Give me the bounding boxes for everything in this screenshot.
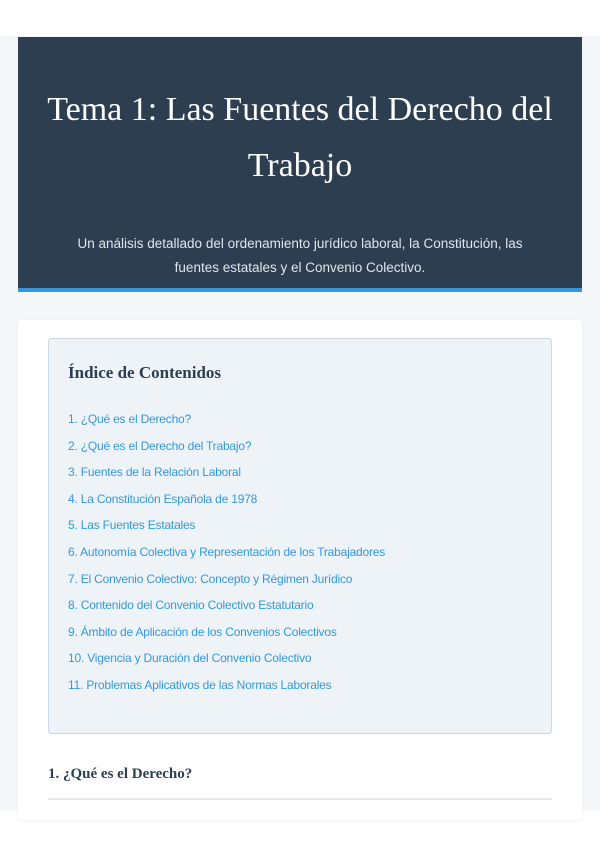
toc-link[interactable]: 8. Contenido del Convenio Colectivo Estatutario xyxy=(68,598,314,613)
page-subtitle: Un análisis detallado del ordenamiento jurídico laboral, la Constitución, las fuentes estatales y el Convenio Colectivo. xyxy=(77,236,523,275)
toc-item xyxy=(68,517,385,544)
toc-item xyxy=(68,411,385,438)
section-heading: 1. ¿Qué es el Derecho? xyxy=(48,766,193,782)
toc-link[interactable]: 2. ¿Qué es el Derecho del Trabajo? xyxy=(68,438,252,453)
toc-item xyxy=(68,544,385,571)
toc-heading: Índice de Contenidos xyxy=(68,363,222,382)
toc-link[interactable]: 4. La Constitución Española de 1978 xyxy=(68,491,258,506)
toc-link[interactable]: 7. El Convenio Colectivo: Concepto y Régimen Jurídico xyxy=(68,571,353,586)
toc-link[interactable]: 11. Problemas Aplicativos de las Normas Laborales xyxy=(68,677,332,692)
table-of-contents xyxy=(48,338,552,734)
page-title: Tema 1: Las Fuentes del Derecho del Trabajo xyxy=(47,91,553,184)
toc-link[interactable]: 5. Las Fuentes Estatales xyxy=(68,518,196,533)
toc-link[interactable]: 1. ¿Qué es el Derecho? xyxy=(68,412,192,426)
toc-item xyxy=(68,438,385,465)
toc-list xyxy=(68,411,385,704)
content-card xyxy=(18,320,582,820)
toc-item xyxy=(68,571,385,598)
toc-link[interactable]: 10. Vigencia y Duración del Convenio Colectivo xyxy=(68,651,312,666)
toc-link[interactable]: 6. Autonomía Colectiva y Representación de los Trabajadores xyxy=(68,544,386,559)
toc-link[interactable]: 3. Fuentes de la Relación Laboral xyxy=(68,465,241,480)
toc-item xyxy=(68,464,385,491)
toc-item xyxy=(68,491,385,518)
toc-item xyxy=(68,624,385,651)
toc-item xyxy=(68,677,385,704)
toc-item xyxy=(68,650,385,677)
page-header xyxy=(18,37,582,292)
toc-link[interactable]: 9. Ámbito de Aplicación de los Convenios Colectivos xyxy=(68,624,337,639)
toc-item xyxy=(68,597,385,624)
section-heading-wrapper xyxy=(48,766,552,800)
